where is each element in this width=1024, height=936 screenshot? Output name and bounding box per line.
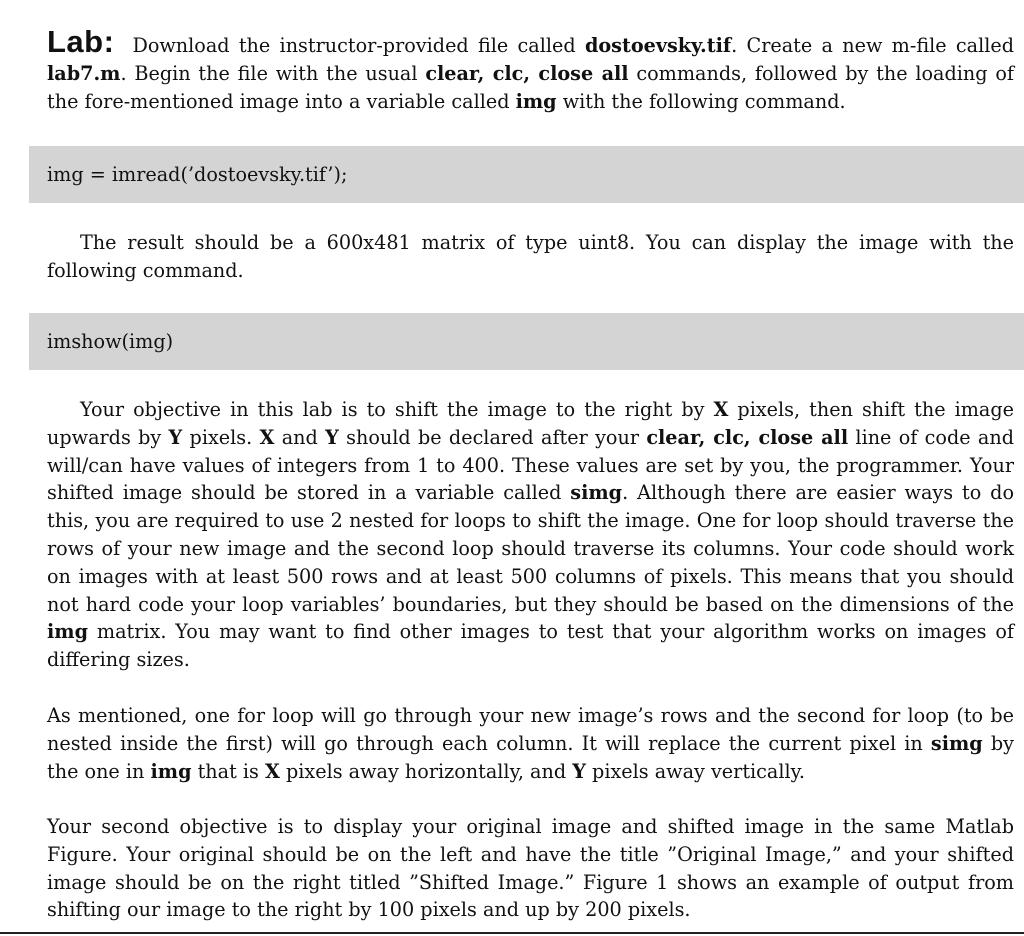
var-x-bold-2: X <box>259 425 275 449</box>
intro-text-4: commands, followed by the loading of the fore-mentioned image into a variable called <box>47 61 1015 113</box>
mentioned-text-3: that is <box>191 759 265 783</box>
objective-text-2: pixels, then shift the image upwards by <box>47 398 1014 449</box>
file-name-tif: dostoevsky.tif <box>584 34 732 57</box>
second-objective-text: Your second objective is to display your original image and shifted image in the same Matlab Figure. Your original should be on the left and have the title ”Original Image,” and your shifted image should be on the right titled ”Shifted Image.” Figure 1 shows an example of output from shifting our image to the right by 100 pixels and up by 200 pixels. <box>47 815 1014 922</box>
var-x-bold: X <box>713 398 729 421</box>
lab-heading: Lab: <box>47 24 115 59</box>
mentioned-text-2: by the one in <box>47 731 1014 783</box>
mentioned-text-4: pixels away horizontally, and <box>279 759 573 783</box>
objective-text-6: line of code and will/can have values of integers from 1 to 400. These values are set by you, the programmer. Your shifted image should be stored in a variable called <box>47 425 1014 505</box>
second-objective-paragraph <box>47 813 1014 924</box>
variable-img-2: img <box>47 620 89 644</box>
mentioned-text-1: As mentioned, one for loop will go through your new image’s rows and the second for loop (to be nested inside the first) will go through each column. It will replace the current pixel in <box>47 704 1014 755</box>
var-y-bold: Y <box>168 425 183 449</box>
code-line-imread: img = imread(’dostoevsky.tif’); <box>47 163 348 186</box>
intro-text-3: . Begin the file with the usual <box>120 61 426 85</box>
objective-text-8: matrix. You may want to find other images to test that your algorithm works on images of differing sizes. <box>47 620 1014 672</box>
commands-bold: clear, clc, close all <box>425 61 629 85</box>
intro-text-5: with the following command. <box>556 89 846 113</box>
objective-text-1: Your objective in this lab is to shift the image to the right by <box>80 398 714 421</box>
page-bottom-rule <box>0 932 1024 934</box>
objective-paragraph <box>47 396 1014 674</box>
mentioned-text-5: pixels away vertically. <box>585 759 806 783</box>
var-y-bold-2: Y <box>325 425 339 449</box>
objective-text-7: . Although there are easier ways to do this, you are required to use 2 nested for loops to shift the image. One for loop should traverse the rows of your new image and the second loop should traverse its columns. Your code should work on images with at least 500 rows and at least 500 columns of pixels. This means that you should not hard code your loop variables’ boundaries, but they should be based on the dimensions of the <box>47 481 1014 616</box>
result-text: The result should be a 600x481 matrix of type uint8. You can display the image with the following command. <box>47 231 1014 282</box>
var-y-bold-3: Y <box>572 759 586 783</box>
intro-text-1: Download the instructor-provided file called <box>132 34 585 57</box>
mentioned-paragraph <box>47 702 1014 785</box>
code-block-imshow <box>29 313 1024 370</box>
code-block-imread <box>29 146 1024 203</box>
code-line-imshow: imshow(img) <box>47 330 174 353</box>
intro-paragraph <box>47 24 1015 115</box>
objective-text-5: should be declared after your <box>338 425 647 449</box>
result-paragraph <box>47 229 1014 285</box>
variable-img: img <box>515 89 557 113</box>
objective-text-3: pixels. <box>182 425 260 449</box>
variable-simg-2: simg <box>930 731 983 755</box>
file-name-m: lab7.m <box>47 61 121 85</box>
commands-bold-2: clear, clc, close all <box>646 425 849 449</box>
intro-text-2: . Create a new m-file called <box>731 34 1014 57</box>
variable-simg: simg <box>570 481 623 505</box>
objective-text-4: and <box>274 425 326 449</box>
var-x-bold-3: X <box>265 759 280 783</box>
variable-img-3: img <box>150 759 192 783</box>
